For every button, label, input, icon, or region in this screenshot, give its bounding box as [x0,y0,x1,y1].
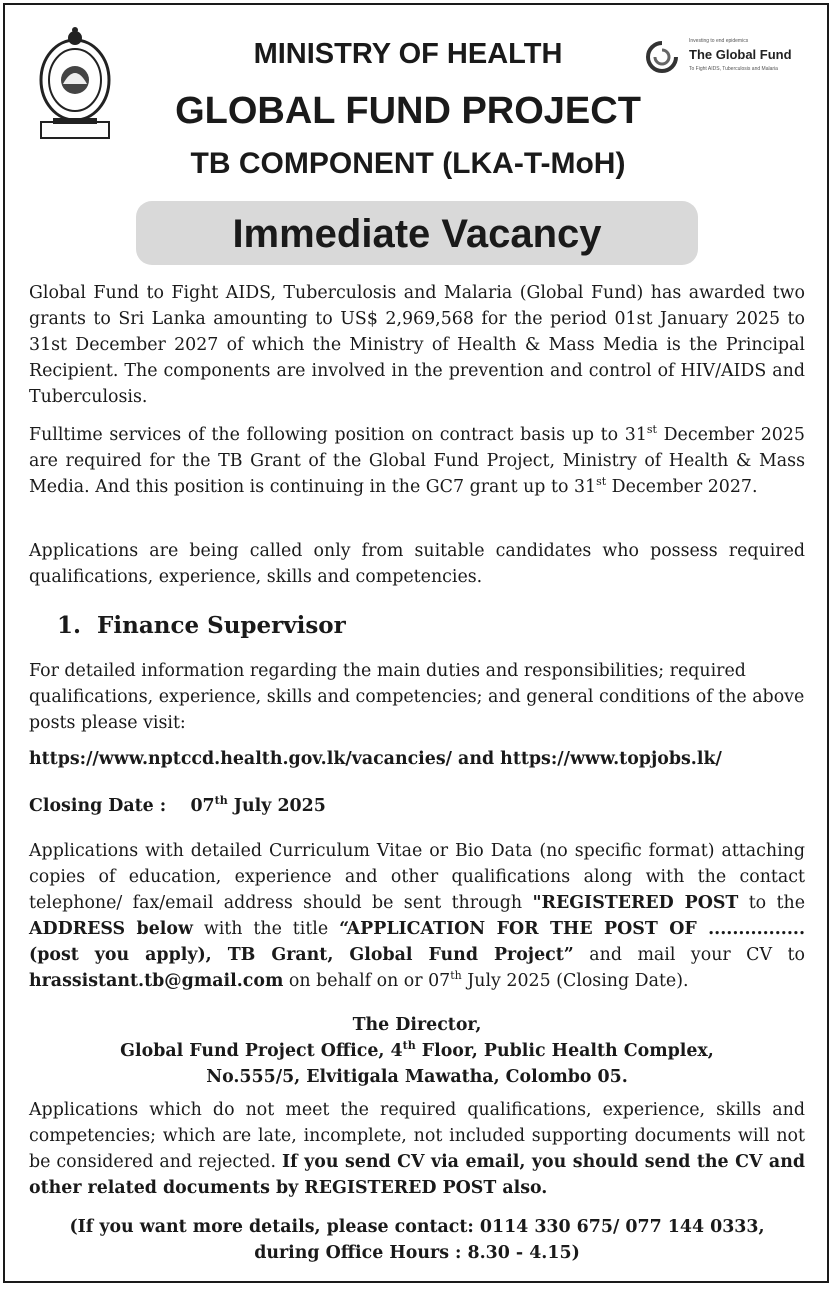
address-line-1: The Director, [352,1015,482,1035]
page-border [3,3,829,1283]
intro-paragraph-2: Fulltime services of the following position on contract basis up to 31st December 2025 are required for the TB Grant of the Global Fund Project, Ministry of Health & Mass Media. And this position is continuing in the GC7 grant up to 31st December 2027. [29,423,805,497]
intro-paragraph-3: Applications are being called only from suitable candidates who possess required qualifications, experience, skills and competencies. [29,541,805,587]
vacancy-links[interactable]: https://www.nptccd.health.gov.lk/vacancies/ and https://www.topjobs.lk/ [29,749,722,769]
global-fund-tagline: Investing to end epidemics [689,38,749,44]
closing-date: Closing Date : 07th July 2025 [29,794,326,816]
global-fund-name: The Global Fund [689,47,792,62]
contact-line-1: (If you want more details, please contact: 0114 330 675/ 077 144 0333, [69,1217,765,1237]
vacancy-banner [136,201,698,265]
address-line-2: Global Fund Project Office, 4th Floor, Public Health Complex, [120,1039,714,1061]
details-paragraph: For detailed information regarding the main duties and responsibilities; required qualifications, experience, skills and competencies; and general conditions of the above posts please visit: [29,661,805,733]
intro-paragraph-1: Global Fund to Fight AIDS, Tuberculosis and Malaria (Global Fund) has awarded two grants to Sri Lanka amounting to US$ 2,969,568 for the period 01st January 2025 to 31st December 2027 of which the Ministry of Health & Mass Media is the Principal Recipient. The components are involved in the prevention and control of HIV/AIDS and Tuberculosis. [29,283,805,407]
address-block [29,1012,805,1090]
global-fund-subtitle: To Fight AIDS, Tuberculosis and Malaria [689,66,778,72]
rejection-paragraph: Applications which do not meet the required qualifications, experience, skills and competencies; which are late, incomplete, not included supporting documents will not be considered and rejected. If you send CV via email, you should send the CV and other related documents by REGISTERED POST also. [29,1100,806,1198]
position-number: 1. [57,612,82,639]
component-heading: TB COMPONENT (LKA-T-MoH) [190,147,626,180]
vacancy-banner-text: Immediate Vacancy [232,212,602,256]
position-heading [57,612,346,639]
address-line-3: No.555/5, Elvitigala Mawatha, Colombo 05. [206,1067,628,1087]
position-title: Finance Supervisor [97,612,346,639]
contact-block [29,1214,805,1266]
closing-date-label: Closing Date : [29,796,167,816]
project-heading: GLOBAL FUND PROJECT [175,90,641,132]
hr-email[interactable]: hrassistant.tb@gmail.com [29,971,284,991]
application-paragraph: Applications with detailed Curriculum Vitae or Bio Data (no specific format) attaching copies of education, experience and other qualifications along with the contact telephone/ fax/email address should be sent through "REGISTERED POST to the ADDRESS below with the title “APPLICATION FOR THE POST OF ................ (post you apply), TB Grant, Global Fund Project” and mail your CV to hrassistant.tb@gmail.com on behalf on or 07th July 2025 (Closing Date). [29,841,805,991]
ministry-heading: MINISTRY OF HEALTH [253,38,563,70]
contact-line-2: during Office Hours : 8.30 - 4.15) [254,1243,580,1263]
